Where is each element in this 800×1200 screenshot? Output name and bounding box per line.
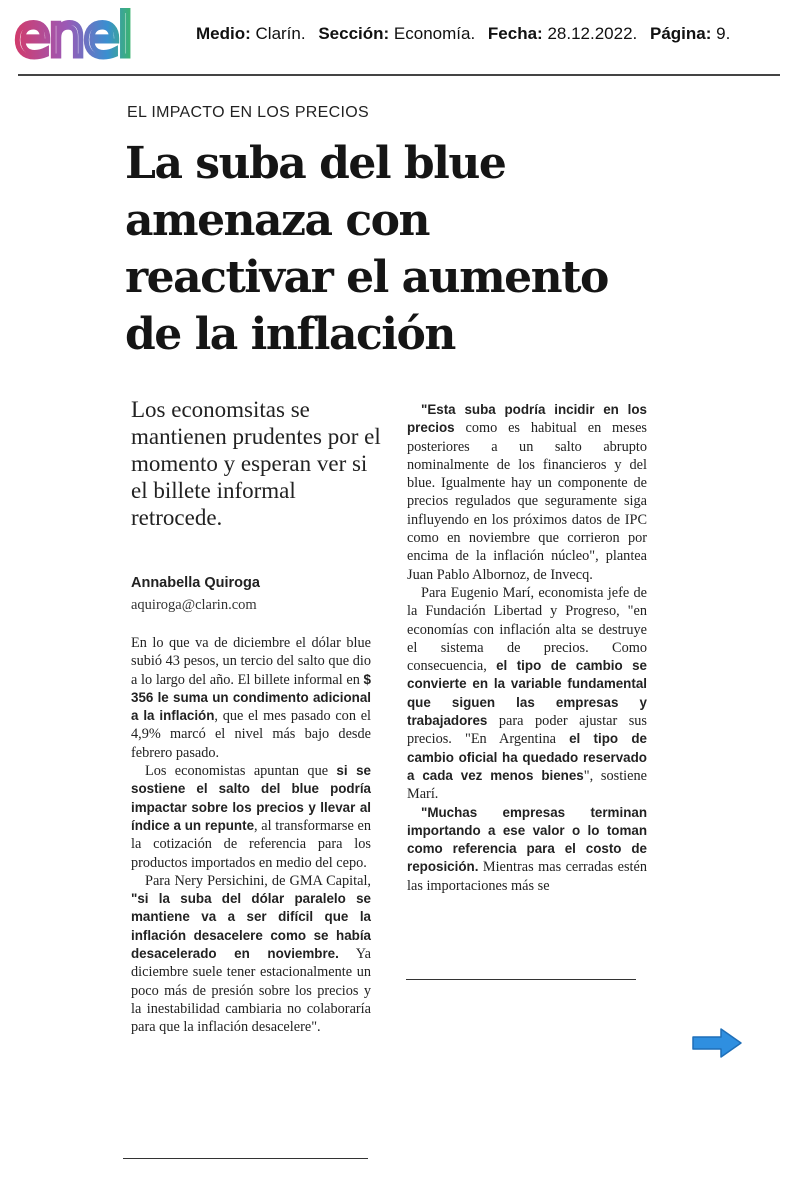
column-end-rule [123, 1158, 368, 1159]
headline-line: reactivar el aumento [125, 252, 608, 303]
article-kicker: EL IMPACTO EN LOS PRECIOS [127, 104, 369, 121]
paragraph: Los economistas apuntan que si se sostiene el salto del blue podría impactar sobre los precios y llevar al índice a un repunte, al transformarse en la cotización de referencia para los productos importados en medio del cepo. [131, 763, 371, 871]
headline-line: amenaza con [125, 195, 430, 246]
enel-logo [14, 8, 174, 66]
author-email[interactable]: aquiroga@clarin.com [131, 597, 257, 613]
headline-line: La suba del blue [125, 138, 506, 189]
headline-line: de la inflación [125, 309, 455, 360]
body-column-1 [131, 634, 371, 1037]
header-divider [18, 74, 780, 76]
column-end-rule [406, 979, 636, 980]
article-lead: Los economsitas se mantienen prudentes por el momento y esperan ver si el billete informal retrocede. [131, 397, 381, 530]
arrow-right-icon[interactable] [691, 1027, 743, 1059]
body-column-2 [407, 401, 647, 895]
paragraph: En lo que va de diciembre el dólar blue subió 43 pesos, un tercio del salto que dio a lo largo del año. El billete informal en $ 356 le suma un condimento adicional a la inflación, que el mes pasado con el 4,9% marcó el nivel más bajo desde febrero pasado. [131, 635, 372, 761]
paragraph: Para Nery Persichini, de GMA Capital, "si la suba del dólar paralelo se mantiene va a ser difícil que la inflación desacelere como se había desacelerado en noviembre. Ya diciembre suele tener estacionalmente un poco más de presión sobre los precios y la inestabilidad cambiaria no colaboraría para que la inflación desacelere". [131, 872, 371, 1036]
paragraph: Para Eugenio Marí, economista jefe de la Fundación Libertad y Progreso, "en economías con inflación alta se destruye el sistema de precios. Como consecuencia, el tipo de cambio se convierte en la variable fundamental que siguen las empresas y trabajadores para poder ajustar sus precios. "En Argentina el tipo de cambio oficial ha quedado reservado a cada vez menos bienes", sostiene Marí. [407, 584, 648, 803]
svg-text:enel: enel [14, 8, 131, 66]
article-headline [125, 135, 685, 363]
source-metadata: Medio: Clarín. Sección: Economía. Fecha: 28.12.2022. Página: 9. [196, 24, 731, 43]
paragraph: "Muchas empresas terminan importando a ese valor o lo toman como referencia para el costo de reposición. Mientras mas cerradas estén las importaciones más se [407, 804, 647, 894]
paragraph: "Esta suba podría incidir en los precios como es habitual en meses posteriores a un salto abrupto nominalmente de los financieros y del blue. Igualmente hay un componente de precios regulados que seguramente siga influyendo en los próximos datos de IPC como en noviembre que corrieron por encima de la inflación núcleo", plantea Juan Pablo Albornoz, de Invecq. [407, 402, 647, 583]
author-name: Annabella Quiroga [131, 575, 260, 591]
